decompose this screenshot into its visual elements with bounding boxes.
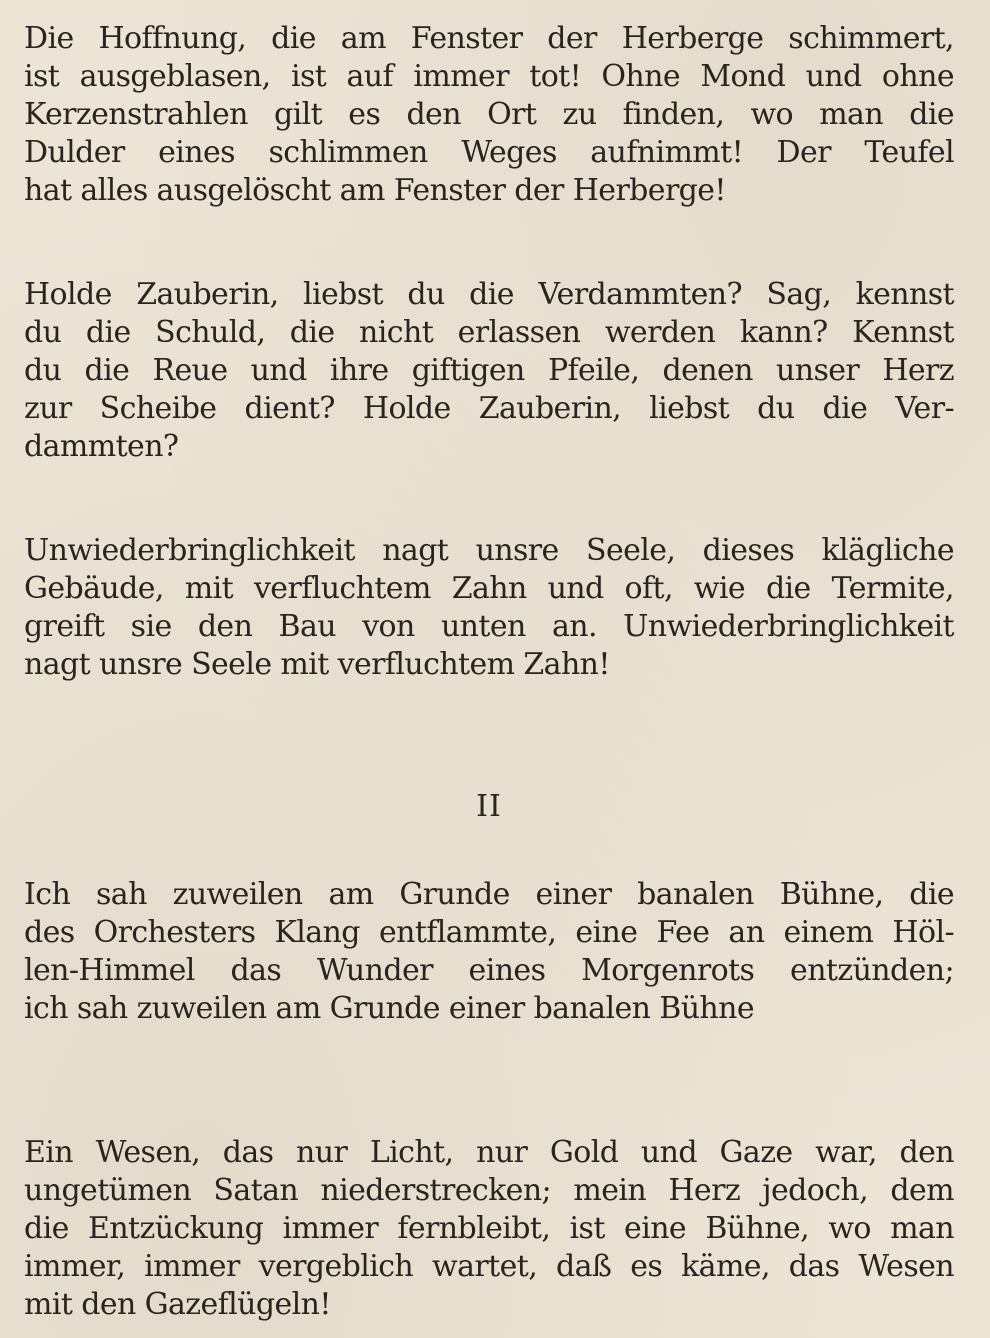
- book-page: [24, 20, 954, 1330]
- paragraph-3: [24, 532, 954, 684]
- text-line: Holde Zauberin, liebst du die Verdammten? Sag, kennst: [24, 277, 954, 312]
- text-line: ich sah zuweilen am Grunde einer banalen Bühne: [24, 991, 755, 1026]
- text-line: Unwiederbringlichkeit nagt unsre Seele, dieses klägliche: [24, 533, 954, 568]
- text-line: du die Schuld, die nicht erlassen werden kann? Kennst: [24, 315, 954, 350]
- text-line: Kerzenstrahlen gilt es den Ort zu finden, wo man die: [24, 97, 954, 132]
- text-line: mit den Gazeflügeln!: [24, 1287, 331, 1322]
- text-line: du die Reue und ihre giftigen Pfeile, denen unser Herz: [24, 353, 954, 388]
- text-line: ungetümen Satan niederstrecken; mein Herz jedoch, dem: [24, 1173, 954, 1208]
- paragraph-2: [24, 276, 954, 466]
- section-heading: II: [476, 789, 502, 824]
- text-line: len-Himmel das Wunder eines Morgenrots entzünden;: [24, 953, 954, 988]
- text-line: ist ausgeblasen, ist auf immer tot! Ohne Mond und ohne: [24, 59, 954, 94]
- text-line: greift sie den Bau von unten an. Unwiederbringlichkeit: [24, 609, 954, 644]
- text-line: immer, immer vergeblich wartet, daß es käme, das Wesen: [24, 1249, 954, 1284]
- text-line: nagt unsre Seele mit verfluchtem Zahn!: [24, 647, 610, 682]
- text-line: des Orchesters Klang entflammte, eine Fee an einem Höl-: [24, 915, 954, 950]
- paragraph-1: [24, 20, 954, 210]
- text-line: dammten?: [24, 429, 179, 464]
- text-line: Die Hoffnung, die am Fenster der Herberge schimmert,: [24, 21, 954, 56]
- text-line: Ein Wesen, das nur Licht, nur Gold und Gaze war, den: [24, 1135, 954, 1170]
- text-line: Dulder eines schlimmen Weges aufnimmt! Der Teufel: [24, 135, 954, 170]
- text-line: zur Scheibe dient? Holde Zauberin, liebst du die Ver-: [24, 391, 954, 426]
- text-line: Gebäude, mit verfluchtem Zahn und oft, wie die Termite,: [24, 571, 954, 606]
- text-line: Ich sah zuweilen am Grunde einer banalen Bühne, die: [24, 877, 954, 912]
- paragraph-5: [24, 1134, 954, 1324]
- text-line: die Entzückung immer fernbleibt, ist eine Bühne, wo man: [24, 1211, 954, 1246]
- paragraph-4: [24, 876, 954, 1028]
- text-line: hat alles ausgelöscht am Fenster der Herberge!: [24, 173, 726, 208]
